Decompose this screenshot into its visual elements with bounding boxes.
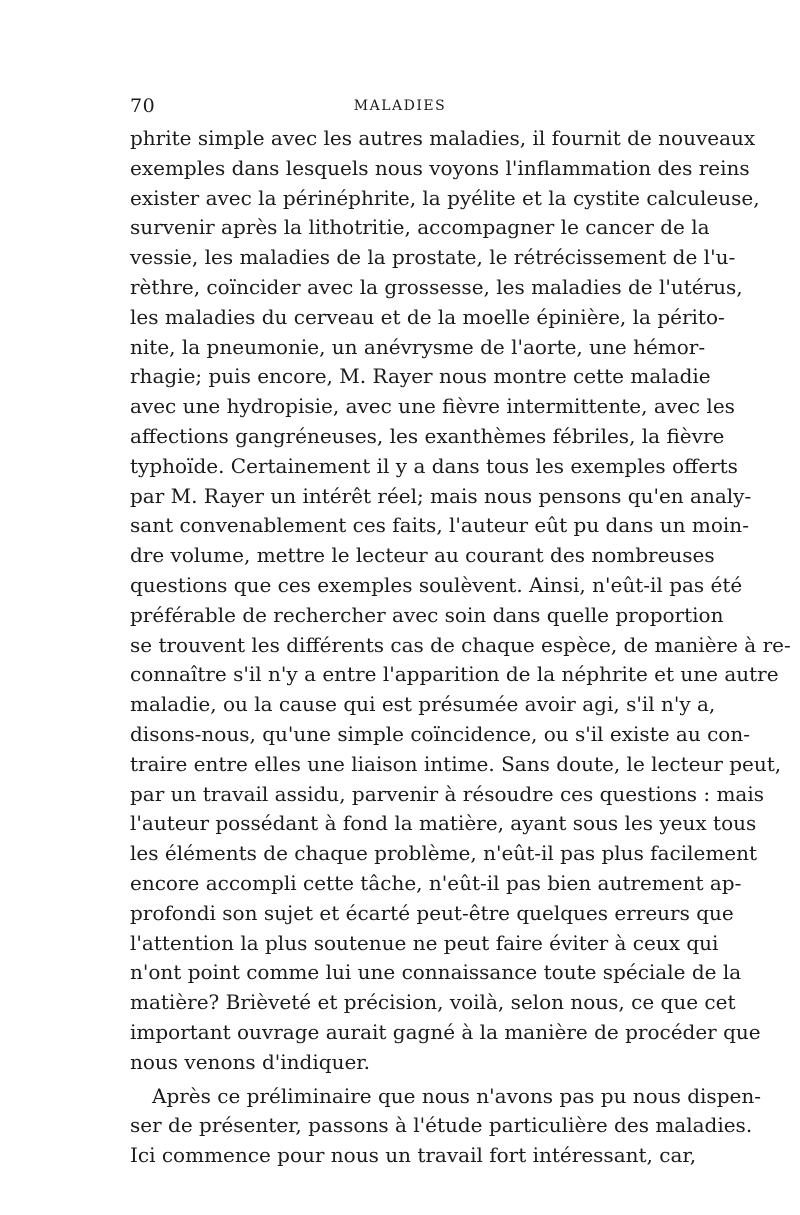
text-line: encore accompli cette tâche, n'eût-il pas bien autrement ap- <box>130 870 742 895</box>
text-line: l'attention la plus soutenue ne peut faire éviter à ceux qui <box>130 930 719 955</box>
page-header <box>130 95 670 121</box>
text-line: profondi son sujet et écarté peut-être quelques erreurs que <box>130 900 734 925</box>
text-line: Ici commence pour nous un travail fort intéressant, car, <box>130 1143 697 1168</box>
page-number: 70 <box>130 95 156 117</box>
text-line: sant convenablement ces faits, l'auteur eût pu dans un moin- <box>130 513 749 538</box>
text-line: exemples dans lesquels nous voyons l'inflammation des reins <box>130 155 750 180</box>
text-line: phrite simple avec les autres maladies, il fournit de nouveaux <box>130 126 756 150</box>
text-line: important ouvrage aurait gagné à la manière de procéder que <box>130 1019 761 1044</box>
text-line: par un travail assidu, parvenir à résoudre ces questions : mais <box>130 781 765 806</box>
text-line: maladie, ou la cause qui est présumée avoir agi, s'il n'y a, <box>130 692 716 717</box>
text-line: les maladies du cerveau et de la moelle épinière, la périto- <box>130 304 725 329</box>
text-line: disons-nous, qu'une simple coïncidence, ou s'il existe au con- <box>130 721 750 746</box>
text-line: affections gangréneuses, les exanthèmes fébriles, la fièvre <box>130 423 725 448</box>
body-text <box>130 124 791 1171</box>
text-line: rèthre, coïncider avec la grossesse, les maladies de l'utérus, <box>130 274 743 299</box>
text-line: traire entre elles une liaison intime. Sans doute, le lecteur peut, <box>130 751 782 776</box>
text-line: matière? Brièveté et précision, voilà, selon nous, ce que cet <box>130 990 736 1015</box>
text-line: par M. Rayer un intérêt réel; mais nous pensons qu'en analy- <box>130 483 752 508</box>
running-head: MALADIES <box>353 98 447 114</box>
text-line: typhoïde. Certainement il y a dans tous les exemples offerts <box>130 453 738 478</box>
text-line: les éléments de chaque problème, n'eût-il pas plus facilement <box>130 841 758 866</box>
text-line: ser de présenter, passons à l'étude particulière des maladies. <box>130 1113 753 1138</box>
text-line: exister avec la périnéphrite, la pyélite et la cystite calculeuse, <box>130 185 760 210</box>
text-line: se trouvent les différents cas de chaque espèce, de manière à re- <box>130 632 791 657</box>
text-line: dre volume, mettre le lecteur au courant des nombreuses <box>130 543 715 568</box>
text-line: vessie, les maladies de la prostate, le rétrécissement de l'u- <box>130 245 736 270</box>
text-line: avec une hydropisie, avec une fièvre intermittente, avec les <box>130 394 735 419</box>
text-line: l'auteur possédant à fond la matière, ayant sous les yeux tous <box>130 811 757 836</box>
paragraph-1 <box>130 124 791 1078</box>
paragraph-2 <box>130 1082 761 1171</box>
text-line: nite, la pneumonie, un anévrysme de l'aorte, une hémor- <box>130 334 706 359</box>
text-line: survenir après la lithotritie, accompagner le cancer de la <box>130 215 710 240</box>
text-line: n'ont point comme lui une connaissance toute spéciale de la <box>130 960 742 985</box>
text-line: rhagie; puis encore, M. Rayer nous montre cette maladie <box>130 364 711 389</box>
text-line: nous venons d'indiquer. <box>130 1049 370 1074</box>
text-line: questions que ces exemples soulèvent. Ainsi, n'eût-il pas été <box>130 572 743 597</box>
text-line: préférable de rechercher avec soin dans quelle proportion <box>130 602 724 627</box>
text-line: Après ce préliminaire que nous n'avons pas pu nous dispen- <box>152 1083 761 1108</box>
text-line: connaître s'il n'y a entre l'apparition de la néphrite et une autre <box>130 662 779 687</box>
